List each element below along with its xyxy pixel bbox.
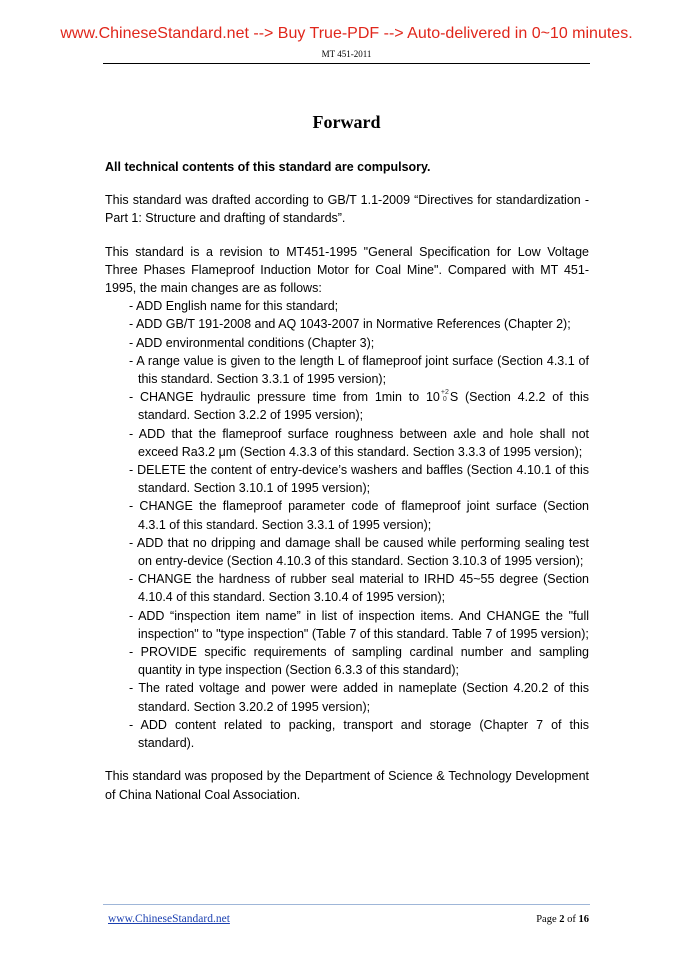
header-divider xyxy=(103,63,590,64)
tolerance-top: +2 xyxy=(440,388,449,396)
list-item: - CHANGE the hardness of rubber seal material to IRHD 45~55 degree (Section 4.10.4 of this standard. Section 3.10.4 of 1995 version); xyxy=(129,572,589,605)
standard-code: MT 451-2011 xyxy=(321,49,372,59)
compulsory-statement: All technical contents of this standard are compulsory. xyxy=(105,160,431,174)
page-of: of xyxy=(567,914,576,925)
tolerance-fraction xyxy=(441,389,449,403)
tolerance-bottom: 0 xyxy=(442,395,447,403)
list-item: - DELETE the content of entry-device’s washers and baffles (Section 4.10.1 of this standard. Section 3.10.1 of 1995 version); xyxy=(129,463,589,496)
footer-website-link[interactable]: www.ChineseStandard.net xyxy=(108,913,230,925)
list-item: - ADD content related to packing, transport and storage (Chapter 7 of this standard). xyxy=(129,717,589,751)
list-item: - PROVIDE specific requirements of sampling cardinal number and sampling quantity in type inspection (Section 6.3.3 of this standard); xyxy=(129,645,589,678)
list-item: - ADD environmental conditions (Chapter 3); xyxy=(129,335,375,350)
paragraph-drafted: This standard was drafted according to GB/T 1.1-2009 “Directives for standardization - Part 1: Structure and drafting of standards”. xyxy=(105,193,589,226)
list-item: - ADD “inspection item name” in list of inspection items. And CHANGE the "full inspection" to "type inspection" (Table 7 of this standard. Table 7 of 1995 version); xyxy=(129,608,589,641)
paragraph-proposed: This standard was proposed by the Department of Science & Technology Development of China National Coal Association. xyxy=(105,769,589,802)
list-item-hydraulic xyxy=(105,388,589,424)
list-item: - A range value is given to the length L of flameproof joint surface (Section 4.3.1 of this standard. Section 3.3.1 of 1995 version); xyxy=(129,353,589,387)
hydraulic-text-before: - CHANGE hydraulic pressure time from 1min to 10 xyxy=(129,390,440,405)
list-item: - ADD that no dripping and damage shall be caused while performing sealing test on entry-device (Section 4.10.3 of this standard. Section 3.10.3 of 1995 version); xyxy=(129,535,589,569)
list-item: - The rated voltage and power were added in nameplate (Section 4.20.2 of this standard. Section 3.20.2 of 1995 version); xyxy=(129,681,589,714)
page-title: Forward xyxy=(312,112,381,132)
page-current: 2 xyxy=(559,914,565,925)
footer-divider xyxy=(103,904,590,905)
changes-list xyxy=(105,297,589,752)
page-total: 16 xyxy=(578,914,589,925)
page-prefix: Page xyxy=(536,914,557,925)
page-number xyxy=(536,914,589,925)
list-item: - CHANGE the flameproof parameter code of flameproof joint surface (Section 4.3.1 of this standard. Section 3.3.1 of 1995 version); xyxy=(129,499,589,532)
document-body xyxy=(105,158,589,804)
promo-banner[interactable]: www.ChineseStandard.net --> Buy True-PDF --> Auto-delivered in 0~10 minutes. xyxy=(60,25,633,42)
hydraulic-text-after: S (Section 4.2.2 of this standard. Section 3.2.2 of 1995 version); xyxy=(138,390,589,423)
paragraph-revision: This standard is a revision to MT451-1995 "General Specification for Low Voltage Three Phases Flameproof Induction Motor for Coal Mine". Compared with MT 451-1995, the main changes are as follows: xyxy=(105,244,589,296)
list-item: - ADD GB/T 191-2008 and AQ 1043-2007 in Normative References (Chapter 2); xyxy=(129,317,571,332)
list-item: - ADD that the flameproof surface roughness between axle and hole shall not exceed Ra3.2 μm (Section 4.3.3 of this standard. Section 3.3.3 of 1995 version); xyxy=(129,426,589,459)
list-item: - ADD English name for this standard; xyxy=(129,299,339,314)
